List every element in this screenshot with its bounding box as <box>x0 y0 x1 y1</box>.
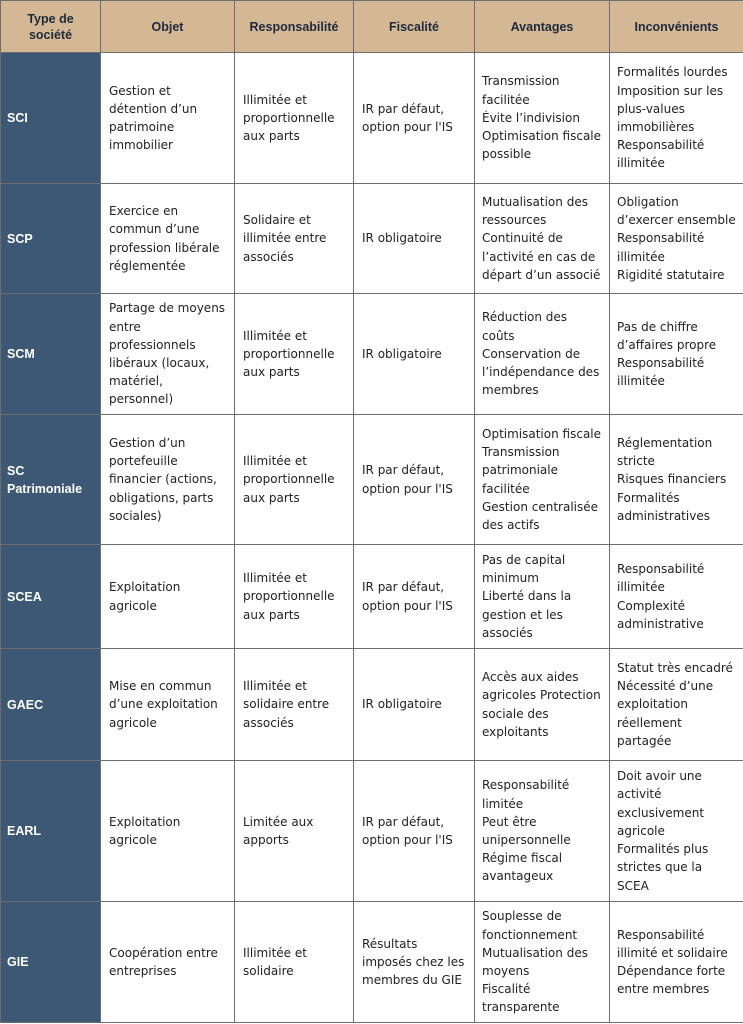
avantage-item: Responsabilité limitée <box>482 778 570 811</box>
cell-avantages <box>475 415 610 545</box>
header-inconvenients: Inconvénients <box>610 1 743 53</box>
inconvenient-item: Responsabilité illimitée <box>617 231 705 264</box>
table-row <box>1 415 743 545</box>
cell-avantages <box>475 761 610 902</box>
cell-objet: Gestion et détention d’un patrimoine immobilier <box>101 53 235 184</box>
table-row <box>1 761 743 902</box>
row-type-label: GIE <box>1 902 101 1023</box>
avantage-item: Mutualisation des ressources <box>482 194 588 228</box>
cell-objet: Gestion d’un portefeuille financier (actions, obligations, parts sociales) <box>101 415 235 545</box>
cell-responsabilite: Illimitée et proportionnelle aux parts <box>235 545 354 649</box>
cell-objet: Exploitation agricole <box>101 545 235 649</box>
row-type-label: SCM <box>1 294 101 415</box>
avantage-item: Transmission patrimoniale facilitée <box>482 445 560 496</box>
inconvenient-item: Responsabilité illimitée <box>617 138 705 171</box>
table-row <box>1 294 743 415</box>
inconvenient-item: Rigidité statutaire <box>617 267 725 282</box>
avantage-item: Optimisation fiscale possible <box>482 129 602 162</box>
cell-responsabilite: Illimitée et proportionnelle aux parts <box>235 294 354 415</box>
cell-objet: Mise en commun d’une exploitation agricole <box>101 649 235 761</box>
avantage-item: Souplesse de fonctionnement <box>482 909 578 942</box>
inconvenient-item: Responsabilité illimitée <box>617 356 705 389</box>
header-avantages: Avantages <box>475 1 610 53</box>
cell-objet: Exploitation agricole <box>101 761 235 902</box>
avantage-item: Régime fiscal avantageux <box>482 851 563 884</box>
inconvenient-item: Formalités administratives <box>617 490 710 523</box>
cell-responsabilite: Illimitée et solidaire entre associés <box>235 649 354 761</box>
inconvenient-item: Responsabilité illimitée <box>617 562 705 595</box>
table-row <box>1 184 743 294</box>
cell-objet: Exercice en commun d’une profession libérale réglementée <box>101 184 235 294</box>
cell-fiscalite: IR par défaut, option pour l'IS <box>354 545 475 649</box>
avantage-item: Optimisation fiscale <box>482 426 602 441</box>
table-body <box>1 53 743 1023</box>
inconvenient-item: Imposition sur les plus-values immobilières <box>617 83 724 134</box>
inconvenient-item: Obligation d’exercer ensemble <box>617 194 736 228</box>
cell-objet: Partage de moyens entre professionnels libéraux (locaux, matériel, personnel) <box>101 294 235 415</box>
avantage-item: Évite l’indivision <box>482 110 580 125</box>
row-type-label: EARL <box>1 761 101 902</box>
row-type-label: SCEA <box>1 545 101 649</box>
inconvenient-item: Nécessité d’une exploitation réellement partagée <box>617 679 714 748</box>
cell-inconvenients <box>610 53 743 184</box>
header-objet: Objet <box>101 1 235 53</box>
inconvenient-item: Risques financiers <box>617 472 727 487</box>
row-type-label: SCI <box>1 53 101 184</box>
inconvenient-item: Réglementation stricte <box>617 435 713 469</box>
inconvenient-item: Doit avoir une activité exclusivement agricole <box>617 769 705 838</box>
avantage-item: Gestion centralisée des actifs <box>482 499 598 532</box>
avantage-item: Transmission facilitée <box>482 74 560 107</box>
avantage-item: Mutualisation des moyens <box>482 945 588 978</box>
cell-inconvenients <box>610 415 743 545</box>
inconvenient-item: Pas de chiffre d’affaires propre <box>617 319 717 352</box>
cell-responsabilite: Limitée aux apports <box>235 761 354 902</box>
row-type-label: SC Patrimoniale <box>1 415 101 545</box>
cell-inconvenients <box>610 761 743 902</box>
header-type: Type de société <box>1 1 101 53</box>
table-row <box>1 545 743 649</box>
inconvenient-item: Formalités plus strictes que la SCEA <box>617 842 709 893</box>
avantage-item: Liberté dans la gestion et les associés <box>482 589 572 640</box>
cell-responsabilite: Illimitée et solidaire <box>235 902 354 1023</box>
table-header <box>1 1 743 53</box>
avantage-item: Conservation de l’indépendance des membres <box>482 346 600 398</box>
inconvenient-item: Statut très encadré <box>617 660 733 675</box>
table-row <box>1 649 743 761</box>
table-row <box>1 53 743 184</box>
cell-inconvenients <box>610 545 743 649</box>
cell-objet: Coopération entre entreprises <box>101 902 235 1023</box>
cell-avantages <box>475 184 610 294</box>
avantage-item: Réduction des coûts <box>482 310 568 343</box>
cell-fiscalite: IR par défaut, option pour l'IS <box>354 415 475 545</box>
cell-avantages <box>475 53 610 184</box>
cell-fiscalite: IR obligatoire <box>354 649 475 761</box>
inconvenient-item: Dépendance forte entre membres <box>617 964 726 997</box>
avantage-item: Accès aux aides agricoles Protection sociale des exploitants <box>482 670 601 739</box>
cell-fiscalite: IR par défaut, option pour l'IS <box>354 53 475 184</box>
row-type-label: SCP <box>1 184 101 294</box>
cell-inconvenients <box>610 184 743 294</box>
cell-fiscalite: IR obligatoire <box>354 294 475 415</box>
cell-fiscalite: IR obligatoire <box>354 184 475 294</box>
table-row <box>1 902 743 1023</box>
header-responsabilite: Responsabilité <box>235 1 354 53</box>
cell-avantages <box>475 649 610 761</box>
cell-responsabilite: Illimitée et proportionnelle aux parts <box>235 415 354 545</box>
avantage-item: Peut être unipersonnelle <box>482 814 571 847</box>
cell-inconvenients <box>610 902 743 1023</box>
avantage-item: Continuité de l’activité en cas de départ d’un associé <box>482 231 601 282</box>
cell-avantages <box>475 902 610 1023</box>
header-fiscalite: Fiscalité <box>354 1 475 53</box>
inconvenient-item: Complexité administrative <box>617 598 704 631</box>
cell-inconvenients <box>610 294 743 415</box>
inconvenient-item: Formalités lourdes <box>617 65 728 80</box>
cell-fiscalite: IR par défaut, option pour l'IS <box>354 761 475 902</box>
cell-responsabilite: Illimitée et proportionnelle aux parts <box>235 53 354 184</box>
cell-avantages <box>475 545 610 649</box>
cell-avantages <box>475 294 610 415</box>
row-type-label: GAEC <box>1 649 101 761</box>
avantage-item: Fiscalité transparente <box>482 982 560 1015</box>
avantage-item: Pas de capital minimum <box>482 552 566 586</box>
cell-fiscalite: Résultats imposés chez les membres du GIE <box>354 902 475 1023</box>
inconvenient-item: Responsabilité illimité et solidaire <box>617 927 728 960</box>
cell-inconvenients <box>610 649 743 761</box>
cell-responsabilite: Solidaire et illimitée entre associés <box>235 184 354 294</box>
